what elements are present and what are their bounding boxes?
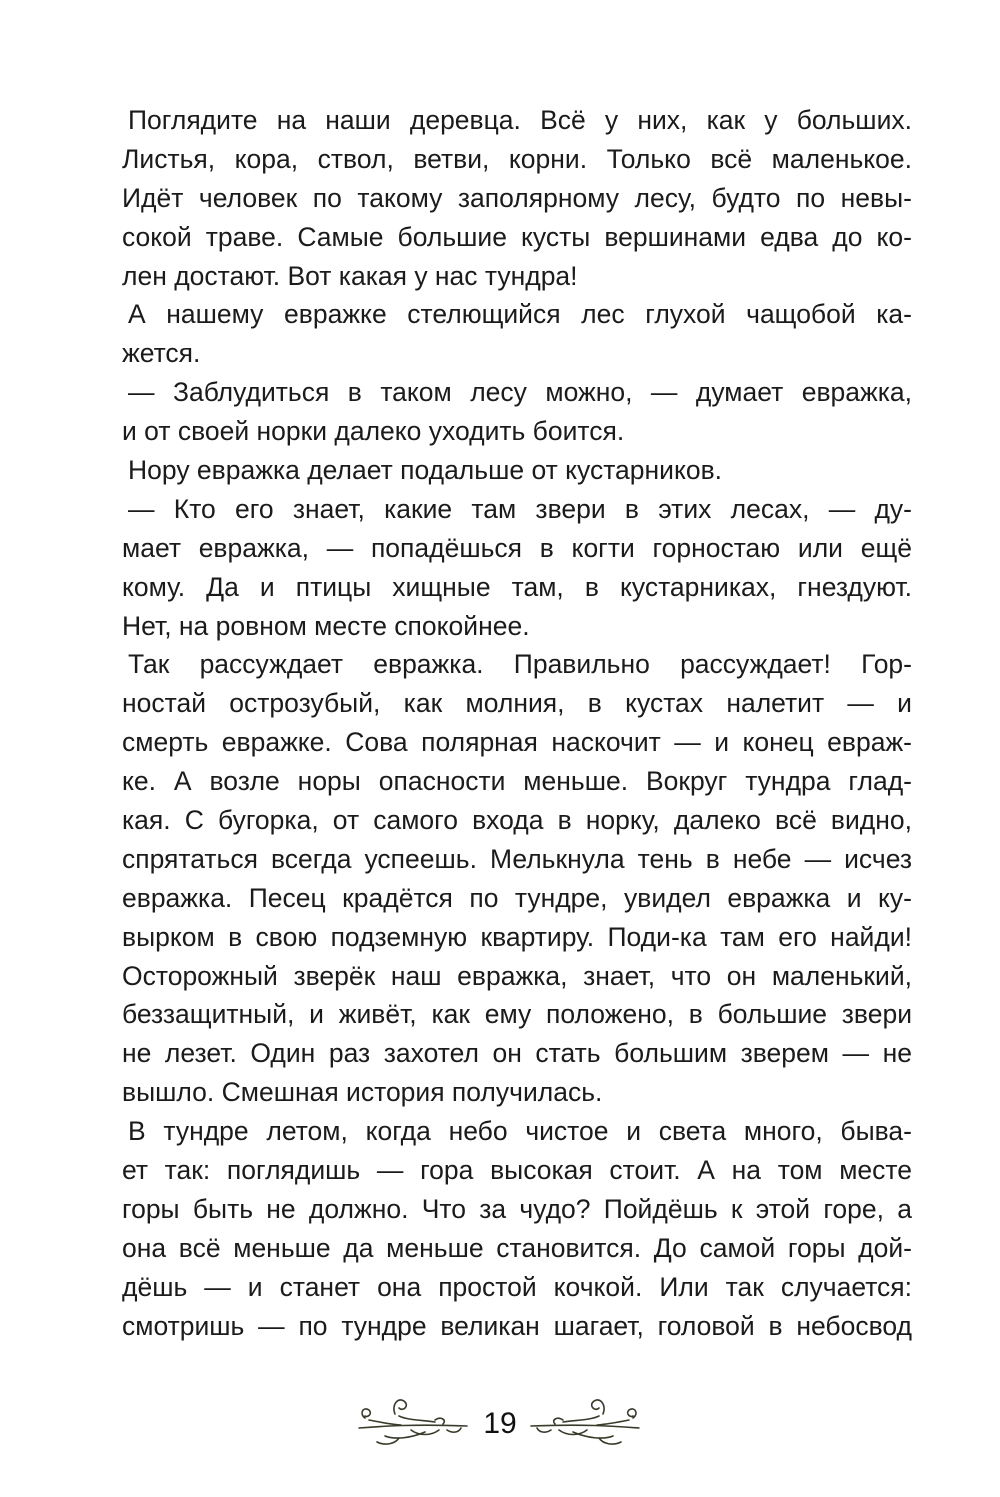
text-line: беззащитный, и живёт, как ему положено, в большие звери — [122, 999, 912, 1030]
text-line: кая. С бугорка, от самого входа в норку, далеко всё видно, — [122, 805, 912, 836]
text-line: смерть евражке. Сова полярная наскочит — и конец евраж- — [122, 727, 912, 758]
text-line: она всё меньше да меньше становится. До самой горы дой- — [122, 1232, 912, 1263]
page-number: 19 — [483, 1407, 517, 1440]
text-line: смотришь — по тундре великан шагает, головой в небосвод — [122, 1310, 912, 1341]
text-line: жется. — [122, 338, 201, 369]
text-line: Нет, на ровном месте спокойнее. — [122, 610, 530, 641]
text-line: А нашему евражке стелющийся лес глухой чащобой ка- — [128, 299, 912, 330]
floral-ornament-left-icon — [355, 1390, 473, 1455]
floral-ornament-right-icon — [525, 1390, 643, 1455]
text-line: евражка. Песец крадётся по тундре, увидел евражка и ку- — [122, 882, 912, 913]
text-line: — Заблудиться в таком лесу можно, — думает евражка, — [128, 377, 912, 408]
text-line: не лезет. Один раз захотел он стать большим зверем — не — [122, 1038, 912, 1069]
text-line: лен достают. Вот какая у нас тундра! — [122, 260, 578, 291]
text-line: ке. А возле норы опасности меньше. Вокруг тундра глад- — [122, 766, 912, 797]
text-line: Нору евражка делает подальше от кустарников. — [128, 455, 723, 486]
text-line: Листья, кора, ствол, ветви, корни. Только всё маленькое. — [122, 143, 912, 174]
page-footer — [0, 1390, 1000, 1460]
text-line: вырком в свою подземную квартиру. Поди-ка там его найди! — [122, 921, 912, 952]
text-line: Осторожный зверёк наш евражка, знает, что он маленький, — [122, 960, 912, 991]
text-line: В тундре летом, когда небо чистое и света много, быва- — [128, 1116, 912, 1147]
text-line: Так рассуждает евражка. Правильно рассуждает! Гор- — [128, 649, 912, 680]
text-line: дёшь — и станет она простой кочкой. Или так случается: — [122, 1271, 912, 1302]
text-line: и от своей норки далеко уходить боится. — [122, 416, 625, 447]
text-line: горы быть не должно. Что за чудо? Пойдёшь к этой горе, а — [122, 1193, 912, 1224]
text-line: спрятаться всегда успеешь. Мелькнула тень в небе — исчез — [122, 843, 912, 874]
book-page-text — [122, 101, 912, 1346]
text-line: Идёт человек по такому заполярному лесу, будто по невы- — [122, 182, 912, 213]
text-line: ет так: поглядишь — гора высокая стоит. А на том месте — [122, 1155, 912, 1186]
text-line: ностай острозубый, как молния, в кустах налетит — и — [122, 688, 912, 719]
text-line: Поглядите на наши деревца. Всё у них, как у больших. — [128, 105, 912, 135]
text-line: кому. Да и птицы хищные там, в кустарниках, гнездуют. — [122, 571, 912, 602]
text-line: вышло. Смешная история получилась. — [122, 1077, 603, 1108]
text-line: — Кто его знает, какие там звери в этих лесах, — ду- — [128, 493, 912, 524]
text-line: мает евражка, — попадёшься в когти горностаю или ещё — [122, 532, 912, 563]
text-line: сокой траве. Самые большие кусты вершинами едва до ко- — [122, 221, 912, 252]
